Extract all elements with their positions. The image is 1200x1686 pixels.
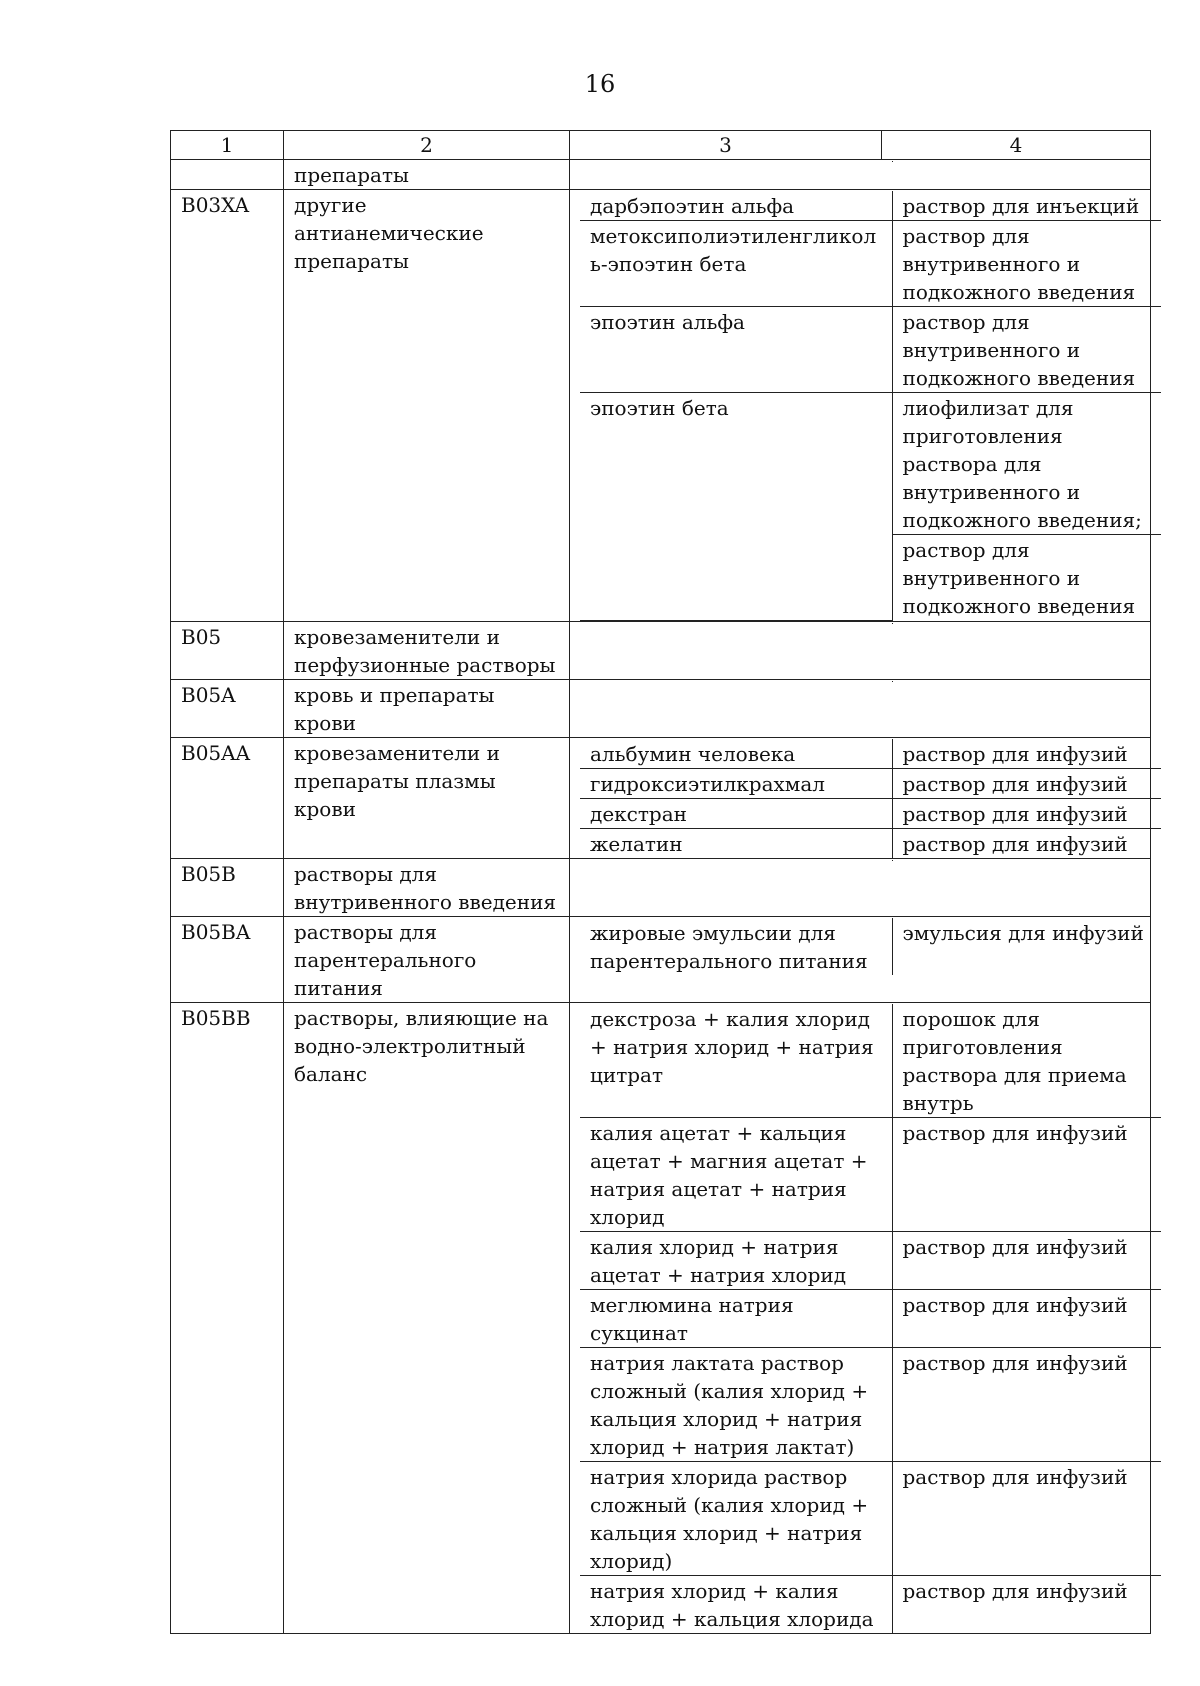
- substance-name: жировые эмульсии для парентерального питания: [580, 918, 892, 975]
- dosage-form: раствор для инфузий: [892, 768, 1161, 798]
- table-row: [171, 190, 1151, 622]
- substance-forms-cell: [570, 190, 1151, 622]
- substance-name: эпоэтин бета: [580, 393, 892, 621]
- substance-row: [580, 1117, 1161, 1231]
- table-row: [171, 679, 1151, 737]
- substance-list: [580, 161, 1161, 162]
- table-row: [171, 621, 1151, 679]
- dosage-form: раствор для инъекций: [892, 191, 1161, 221]
- atc-code-cell: B05B: [171, 858, 284, 916]
- substance-row: [580, 1004, 1161, 1118]
- dosage-form: раствор для инфузий: [892, 1347, 1161, 1461]
- header-cell: 2: [284, 131, 570, 160]
- substance-name: меглюмина натрия сукцинат: [580, 1289, 892, 1347]
- substance-list: [580, 918, 1161, 975]
- substance-name: декстран: [580, 798, 892, 828]
- substance-forms-cell: [570, 679, 1151, 737]
- substance-row: [580, 918, 1161, 975]
- dosage-form: [892, 161, 1161, 162]
- substance-row: [580, 191, 1161, 221]
- table-row: [171, 1002, 1151, 1633]
- group-name-cell: растворы для внутривенного введения: [284, 858, 570, 916]
- table-row: [171, 858, 1151, 916]
- substance-row: [580, 221, 1161, 307]
- substance-row: [580, 798, 1161, 828]
- table-row: [171, 737, 1151, 858]
- substance-forms-cell: [570, 621, 1151, 679]
- group-name-cell: растворы, влияющие на водно-электролитный баланс: [284, 1002, 570, 1633]
- group-name-cell: другие антианемические препараты: [284, 190, 570, 622]
- substance-name: альбумин человека: [580, 739, 892, 769]
- substance-forms-cell: [570, 858, 1151, 916]
- substance-list: [580, 681, 1161, 682]
- substance-row: [580, 739, 1161, 769]
- substance-row: [580, 768, 1161, 798]
- substance-list: [580, 860, 1161, 861]
- group-name-cell: препараты: [284, 160, 570, 190]
- dosage-form: [892, 860, 1161, 861]
- substance-name: натрия лактата раствор сложный (калия хлорид + кальция хлорид + натрия хлорид + натрия лактат): [580, 1347, 892, 1461]
- group-name-cell: кровь и препараты крови: [284, 679, 570, 737]
- substance-row: [580, 1231, 1161, 1289]
- dosage-form: раствор для инфузий: [902, 831, 1128, 856]
- dosage-form: раствор для внутривенного и подкожного введения: [892, 221, 1161, 307]
- header-cell: 1: [171, 131, 284, 160]
- substance-row: [580, 681, 1161, 682]
- dosage-form: раствор для инфузий: [892, 1461, 1161, 1575]
- dosage-form: раствор для инфузий: [902, 1578, 1128, 1603]
- dosage-form: раствор для внутривенного и подкожного введения: [892, 307, 1161, 393]
- substance-list: [580, 739, 1161, 858]
- table-row: [171, 160, 1151, 190]
- substance-name: [580, 623, 892, 624]
- group-name-cell: кровезаменители и препараты плазмы крови: [284, 737, 570, 858]
- substance-name: желатин: [580, 828, 892, 858]
- atc-code-cell: B05BA: [171, 916, 284, 1002]
- dosage-form: эмульсия для инфузий: [902, 920, 1144, 945]
- group-name-cell: кровезаменители и перфузионные растворы: [284, 621, 570, 679]
- substance-name: дарбэпоэтин альфа: [580, 191, 892, 221]
- substance-name: натрия хлорид + калия хлорид + кальция хлорида: [580, 1575, 892, 1633]
- substance-row: [580, 1575, 1161, 1633]
- substance-row: [580, 393, 1161, 535]
- substance-name: калия хлорид + натрия ацетат + натрия хлорид: [580, 1231, 892, 1289]
- dosage-form: порошок для приготовления раствора для приема внутрь: [892, 1004, 1161, 1118]
- dosage-form: раствор для инфузий: [892, 1231, 1161, 1289]
- substance-row: [580, 860, 1161, 861]
- substance-row: [580, 1289, 1161, 1347]
- substance-name: эпоэтин альфа: [580, 307, 892, 393]
- dosage-form: лиофилизат для приготовления раствора для внутривенного и подкожного введения;: [892, 393, 1161, 535]
- substance-name: [580, 161, 892, 162]
- substance-name: [580, 860, 892, 861]
- dosage-form: раствор для инфузий: [892, 739, 1161, 769]
- header-cell: 3: [570, 131, 882, 160]
- substance-name: декстроза + калия хлорид + натрия хлорид + натрия цитрат: [580, 1004, 892, 1118]
- dosage-form: раствор для инфузий: [892, 1117, 1161, 1231]
- page-number: 16: [584, 70, 616, 98]
- substance-name: гидроксиэтилкрахмал: [580, 768, 892, 798]
- substance-list: [580, 191, 1161, 621]
- dosage-form: [892, 681, 1161, 682]
- substance-forms-cell: [570, 916, 1151, 1002]
- substance-name: калия ацетат + кальция ацетат + магния ацетат + натрия ацетат + натрия хлорид: [580, 1117, 892, 1231]
- substance-row: [580, 1347, 1161, 1461]
- substance-name: метоксиполиэтиленгликол ь-эпоэтин бета: [580, 221, 892, 307]
- atc-code-cell: B05BB: [171, 1002, 284, 1633]
- atc-code-cell: B03XA: [171, 190, 284, 622]
- atc-code-cell: B05: [171, 621, 284, 679]
- substance-forms-cell: [570, 160, 1151, 190]
- table-row: [171, 916, 1151, 1002]
- substance-list: [580, 623, 1161, 624]
- header-row: [171, 131, 1151, 160]
- atc-code-cell: [171, 160, 284, 190]
- substance-row: [580, 307, 1161, 393]
- dosage-form: [892, 623, 1161, 624]
- dosage-form: раствор для внутривенного и подкожного введения: [902, 538, 1136, 618]
- substance-row: [580, 161, 1161, 162]
- atc-code-cell: B05AA: [171, 737, 284, 858]
- atc-code-cell: B05A: [171, 679, 284, 737]
- dosage-form: раствор для инфузий: [892, 1289, 1161, 1347]
- substance-list: [580, 1004, 1161, 1633]
- substance-forms-cell: [570, 737, 1151, 858]
- group-name-cell: растворы для парентерального питания: [284, 916, 570, 1002]
- substance-name: натрия хлорида раствор сложный (калия хлорид + кальция хлорид + натрия хлорид): [580, 1461, 892, 1575]
- drug-table: [170, 130, 1151, 1634]
- header-cell: 4: [882, 131, 1151, 160]
- substance-row: [580, 828, 1161, 858]
- substance-forms-cell: [570, 1002, 1151, 1633]
- substance-row: [580, 1461, 1161, 1575]
- substance-name: [580, 681, 892, 682]
- dosage-form: раствор для инфузий: [892, 798, 1161, 828]
- substance-row: [580, 623, 1161, 624]
